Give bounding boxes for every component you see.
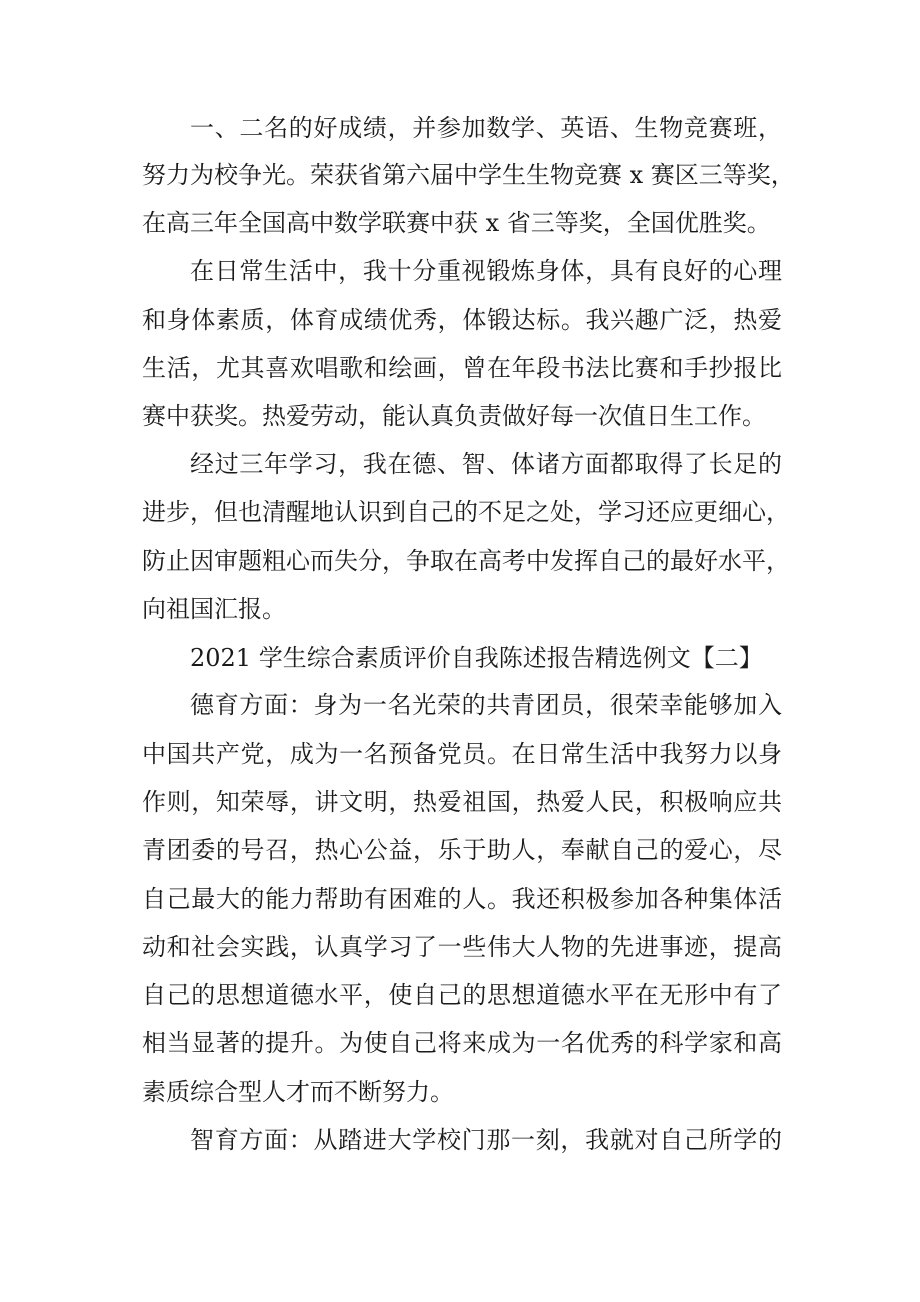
section-heading: 2021 学生综合素质评价自我陈述报告精选例文【二】 — [190, 644, 763, 672]
paragraph-line: 向祖国汇报。 — [142, 595, 286, 623]
paragraph-line: 一、二名的好成绩，并参加数学、英语、生物竞赛班， — [190, 114, 782, 142]
paragraph-line: 动和社会实践，认真学习了一些伟大人物的先进事迹，提高 — [142, 933, 782, 961]
paragraph-line: 德育方面：身为一名光荣的共青团员，很荣幸能够加入 — [190, 691, 782, 719]
paragraph-line: 防止因审题粗心而失分，争取在高考中发挥自己的最好水平， — [142, 547, 790, 575]
paragraph-line: 生活，尤其喜欢唱歌和绘画，曾在年段书法比赛和手抄报比 — [142, 354, 782, 382]
paragraph-line: 努力为校争光。荣获省第六届中学生生物竞赛 x 赛区三等奖， — [142, 161, 795, 189]
paragraph-line: 经过三年学习，我在德、智、体诸方面都取得了长足的 — [190, 450, 782, 478]
paragraph-line: 中国共产党，成为一名预备党员。在日常生活中我努力以身 — [142, 740, 782, 768]
paragraph-line: 赛中获奖。热爱劳动，能认真负责做好每一次值日生工作。 — [142, 402, 766, 430]
paragraph-line: 素质综合型人才而不断努力。 — [142, 1078, 454, 1106]
paragraph-line: 进步，但也清醒地认识到自己的不足之处，学习还应更细心， — [142, 498, 790, 526]
paragraph-line: 自己的思想道德水平，使自己的思想道德水平在无形中有了 — [142, 981, 782, 1009]
paragraph-line: 自己最大的能力帮助有困难的人。我还积极参加各种集体活 — [142, 885, 782, 913]
paragraph-line: 智育方面：从踏进大学校门那一刻，我就对自己所学的 — [190, 1126, 782, 1154]
paragraph-line: 作则，知荣辱，讲文明，热爱祖国，热爱人民，积极响应共 — [142, 788, 782, 816]
paragraph-line: 和身体素质，体育成绩优秀，体锻达标。我兴趣广泛，热爱 — [142, 306, 782, 334]
paragraph-line: 在高三年全国高中数学联赛中获 x 省三等奖，全国优胜奖。 — [142, 209, 771, 237]
paragraph-line: 相当显著的提升。为使自己将来成为一名优秀的科学家和高 — [142, 1029, 782, 1057]
paragraph-line: 在日常生活中，我十分重视锻炼身体，具有良好的心理 — [190, 257, 782, 285]
paragraph-line: 青团委的号召，热心公益，乐于助人，奉献自己的爱心，尽 — [142, 836, 782, 864]
